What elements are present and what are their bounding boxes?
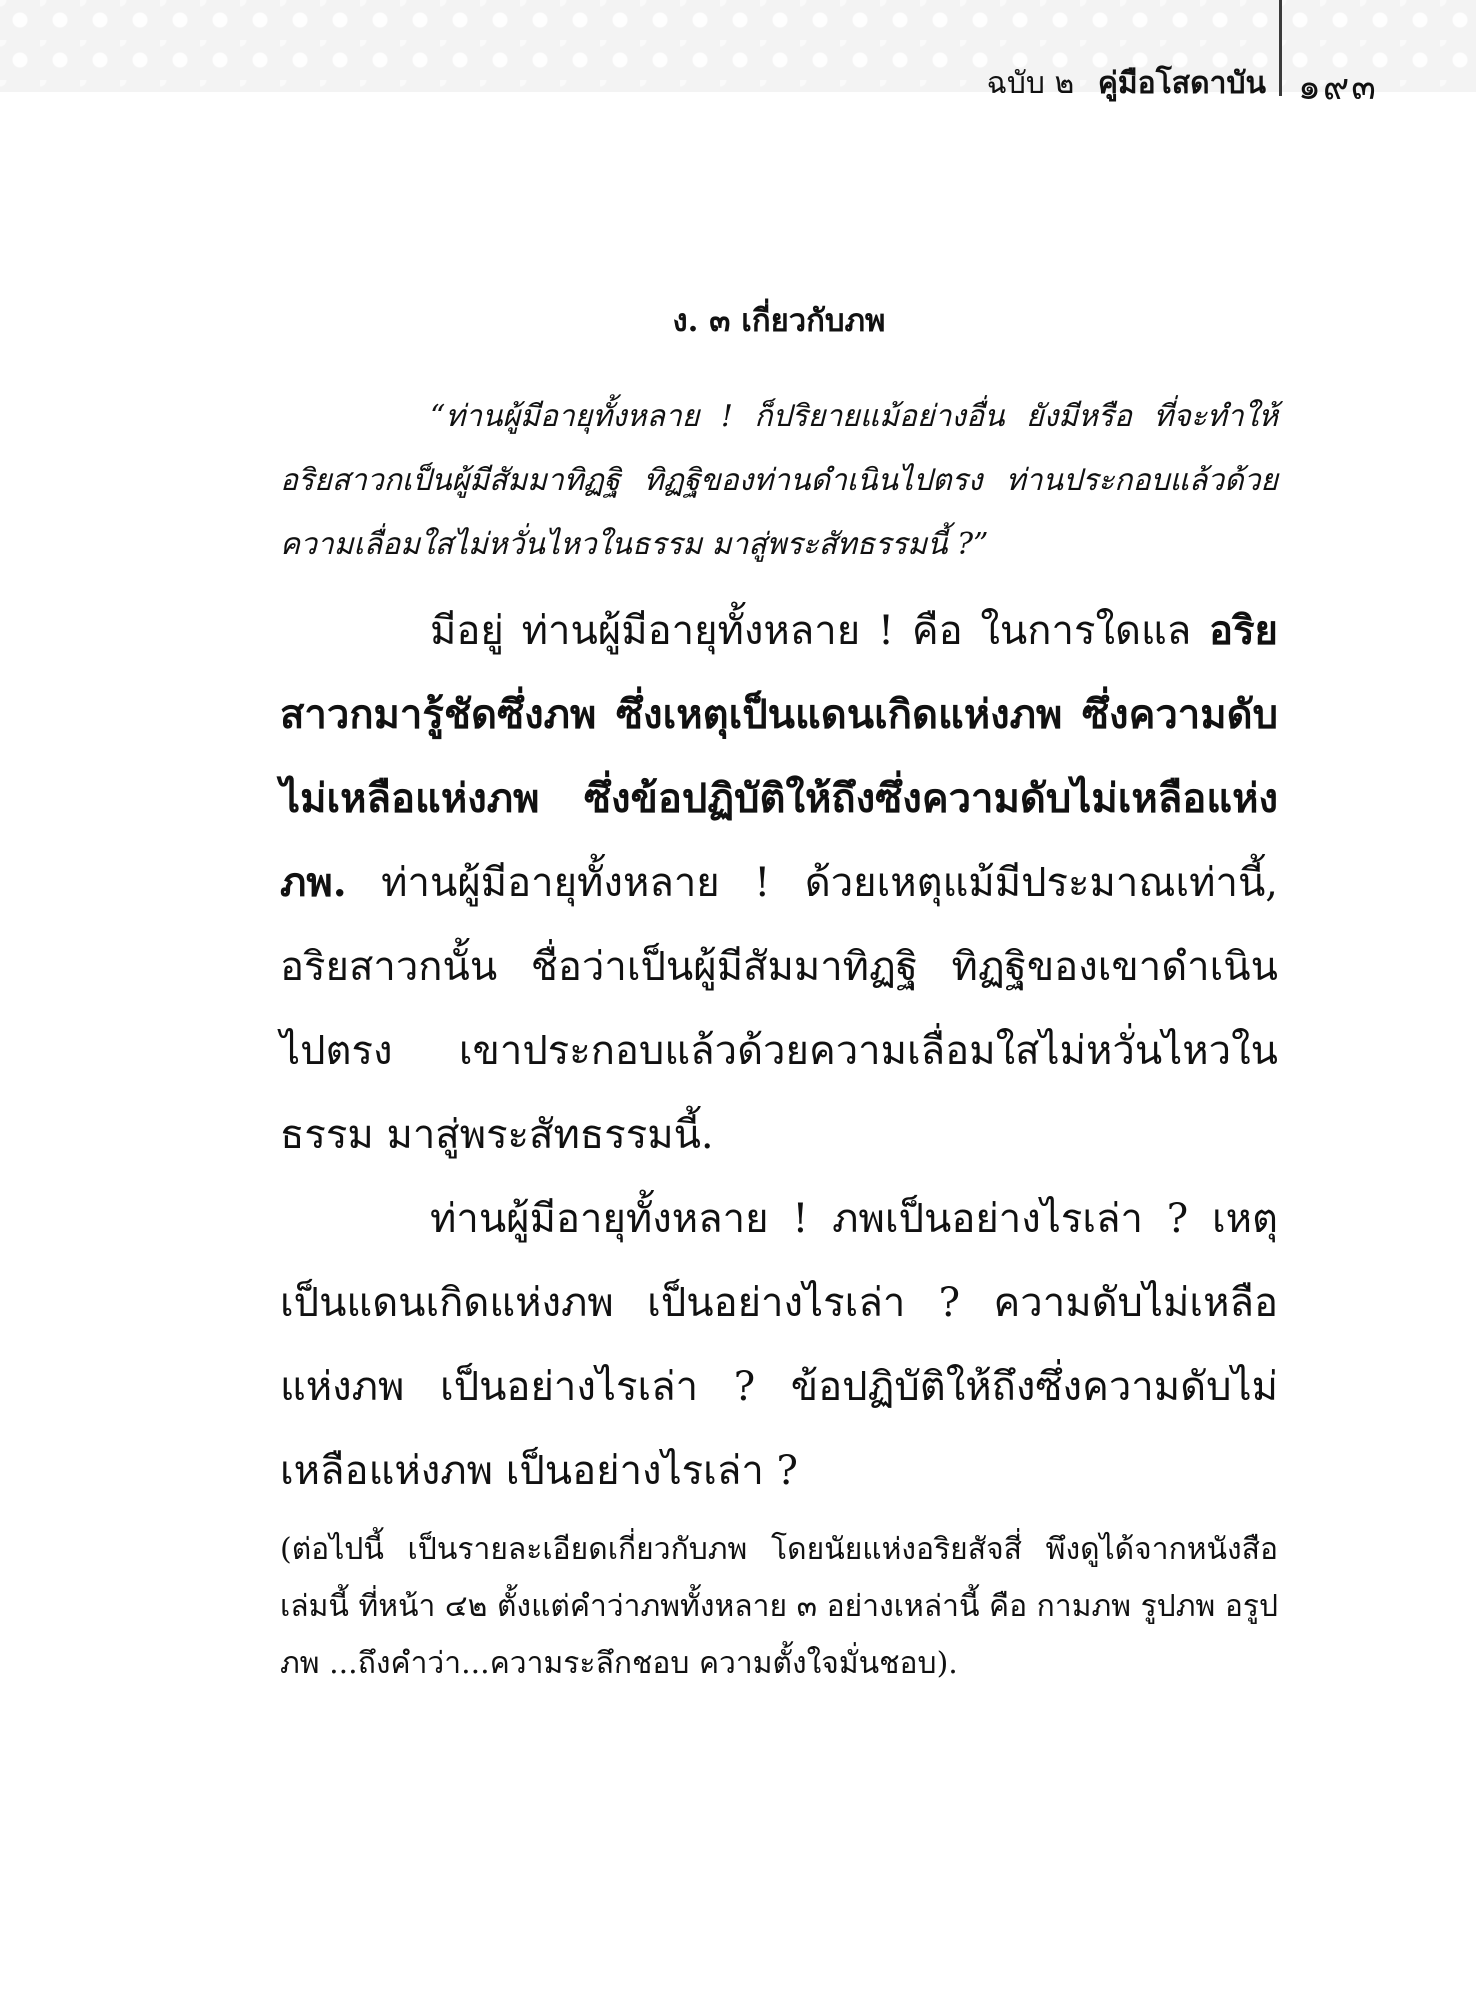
question-quote: “ท่านผู้มีอายุทั้งหลาย ! ก็ปริยายแม้อย่างอื่น ยังมีหรือ ที่จะทำให้อริยสาวกเป็นผู้มีสัมมาทิฏฐิ ทิฏฐิของท่านดำเนินไปตรง ท่านประกอบแล้วด้วยความเลื่อมใสไม่หวั่นไหวในธรรม มาสู่พระสัทธรรมนี้ ?” <box>280 399 1278 562</box>
answer-conclusion: ท่านผู้มีอายุทั้งหลาย ! ด้วยเหตุแม้มีประมาณเท่านี้, อริยสาวกนั้น ชื่อว่าเป็นผู้มีสัมมาทิฏฐิ ทิฏฐิของเขาดำเนินไปตรง เขาประกอบแล้วด้วยความเลื่อมใสไม่หวั่นไหวในธรรม มาสู่พระสัทธรรมนี้. <box>280 860 1279 1158</box>
answer-intro: มีอยู่ ท่านผู้มีอายุทั้งหลาย ! คือ ในการใดแล <box>430 608 1192 654</box>
questions-paragraph: ท่านผู้มีอายุทั้งหลาย ! ภพเป็นอย่างไรเล่า ? เหตุเป็นแดนเกิดแห่งภพ เป็นอย่างไรเล่า ? ความดับไม่เหลือแห่งภพ เป็นอย่างไรเล่า ? ข้อปฏิบัติให้ถึงซึ่งความดับไม่เหลือแห่งภพ เป็นอย่างไรเล่า ? <box>280 1196 1278 1494</box>
edition-label: ฉบับ ๒ <box>986 66 1075 101</box>
running-head <box>986 60 1266 107</box>
book-title: คู่มือโสดาบัน <box>1097 66 1266 101</box>
header-divider-rule <box>1279 0 1282 96</box>
page-body <box>280 295 1278 1692</box>
page-number: ๑๙๓ <box>1298 67 1378 108</box>
reference-note: (ต่อไปนี้ เป็นรายละเอียดเกี่ยวกับภพ โดยนัยแห่งอริยสัจสี่ พึงดูได้จากหนังสือเล่มนี้ ที่หน้า ๔๒ ตั้งแต่คำว่าภพทั้งหลาย ๓ อย่างเหล่านี้ คือ กามภพ รูปภพ อรูปภพ ...ถึงคำว่า...ความระลึกชอบ ความตั้งใจมั่นชอบ). <box>280 1532 1278 1681</box>
answer-paragraph <box>280 589 1278 1177</box>
section-heading: ง. ๓ เกี่ยวกับภพ <box>672 303 886 339</box>
answer-bold-statement: อริยสาวกมารู้ชัดซึ่งภพ ซึ่งเหตุเป็นแดนเกิดแห่งภพ ซึ่งความดับไม่เหลือแห่งภพ ซึ่งข้อปฏิบัติให้ถึงซึ่งความดับไม่เหลือแห่งภพ. <box>280 607 1278 906</box>
